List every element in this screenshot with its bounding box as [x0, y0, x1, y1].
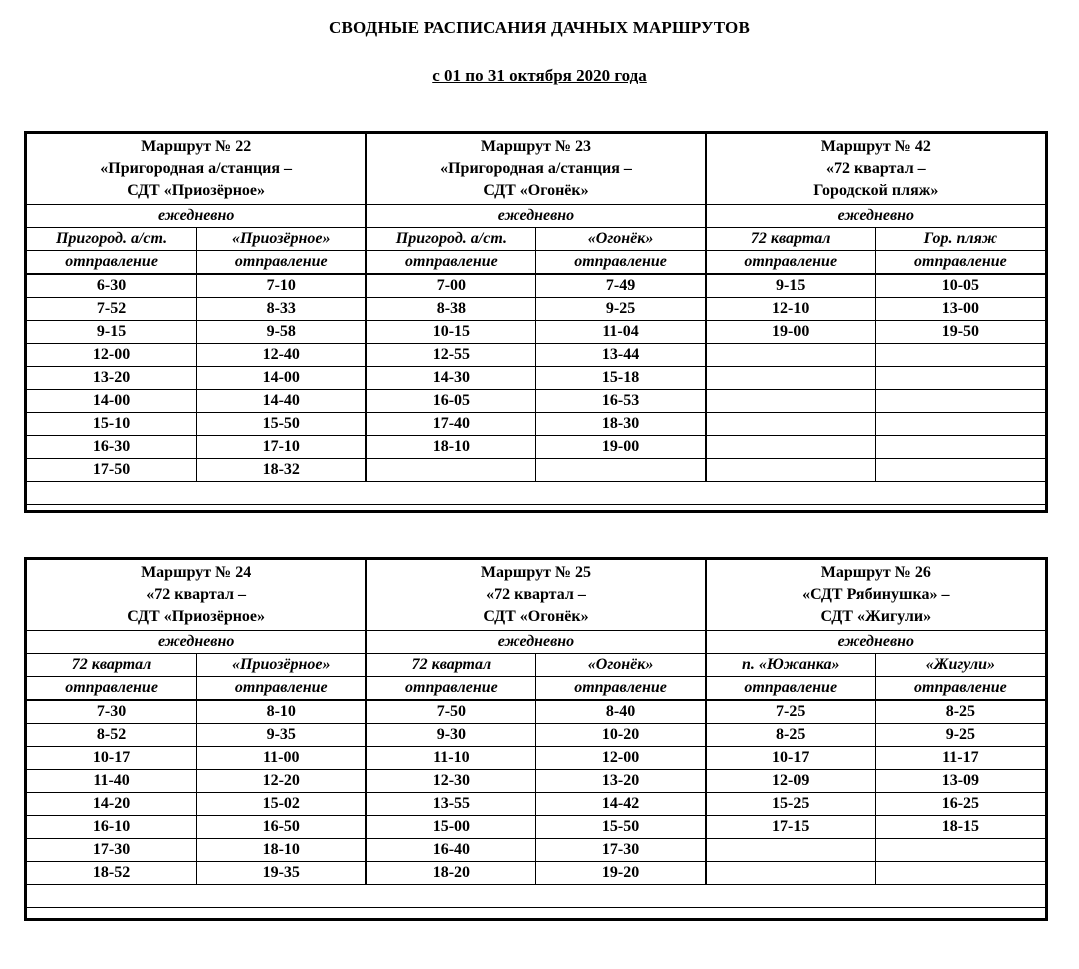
table-row	[27, 724, 1045, 747]
time-cell: 10-05	[875, 274, 1045, 298]
time-cell: 14-40	[197, 390, 367, 413]
time-cell	[875, 390, 1045, 413]
time-cell: 7-10	[197, 274, 367, 298]
table-row	[27, 274, 1045, 298]
time-cell: 6-30	[27, 274, 197, 298]
route-line2: СДТ «Огонёк»	[483, 182, 589, 199]
stop-to: «Приозёрное»	[197, 654, 367, 677]
route-header	[706, 560, 1045, 631]
time-cell: 15-50	[536, 816, 706, 839]
stop-from: Пригород. а/ст.	[27, 228, 197, 251]
time-cell: 17-10	[197, 436, 367, 459]
time-cell	[875, 344, 1045, 367]
table-row	[27, 700, 1045, 724]
time-cell: 7-49	[536, 274, 706, 298]
route-name: Маршрут № 23	[480, 138, 592, 155]
time-cell: 17-40	[366, 413, 536, 436]
departure-label: отправление	[366, 677, 536, 701]
table-row	[27, 459, 1045, 482]
time-cell: 18-10	[197, 839, 367, 862]
time-cell: 10-20	[536, 724, 706, 747]
time-cell	[706, 839, 876, 862]
route-line2: СДТ «Приозёрное»	[127, 608, 266, 625]
route-name: Маршрут № 42	[820, 138, 931, 155]
table-row	[27, 770, 1045, 793]
time-cell: 17-15	[706, 816, 876, 839]
time-cell: 15-10	[27, 413, 197, 436]
time-cell	[706, 436, 876, 459]
stop-from: 72 квартал	[366, 654, 536, 677]
time-cell: 9-15	[706, 274, 876, 298]
time-cell	[706, 459, 876, 482]
route-header	[366, 134, 705, 205]
time-cell: 10-15	[366, 321, 536, 344]
departure-label: отправление	[536, 677, 706, 701]
time-cell: 12-09	[706, 770, 876, 793]
daily-label: ежедневно	[706, 631, 1045, 654]
table-row	[27, 436, 1045, 459]
table-row	[27, 747, 1045, 770]
time-cell: 13-44	[536, 344, 706, 367]
time-cell	[366, 459, 536, 482]
stop-row	[27, 228, 1045, 251]
time-cell: 16-50	[197, 816, 367, 839]
table-row	[27, 413, 1045, 436]
table-row	[27, 367, 1045, 390]
time-cell: 9-30	[366, 724, 536, 747]
schedule-table	[27, 134, 1045, 505]
route-header	[366, 560, 705, 631]
time-cell: 12-20	[197, 770, 367, 793]
time-cell: 14-30	[366, 367, 536, 390]
time-cell: 15-18	[536, 367, 706, 390]
time-cell	[875, 367, 1045, 390]
stop-from: 72 квартал	[27, 654, 197, 677]
time-cell: 15-02	[197, 793, 367, 816]
time-cell	[706, 413, 876, 436]
route-line2: СДТ «Приозёрное»	[127, 182, 266, 199]
daily-label: ежедневно	[706, 205, 1045, 228]
time-cell: 13-55	[366, 793, 536, 816]
time-cell	[875, 459, 1045, 482]
time-cell: 9-25	[875, 724, 1045, 747]
table-row	[27, 298, 1045, 321]
route-header	[27, 560, 366, 631]
route-line1: «72 квартал –	[146, 586, 247, 603]
time-cell: 15-50	[197, 413, 367, 436]
time-cell: 13-09	[875, 770, 1045, 793]
route-name: Маршрут № 26	[820, 564, 931, 581]
time-cell: 19-50	[875, 321, 1045, 344]
time-cell: 12-40	[197, 344, 367, 367]
route-line2: СДТ «Жигули»	[820, 608, 932, 625]
departure-label: отправление	[875, 677, 1045, 701]
time-cell: 12-30	[366, 770, 536, 793]
time-cell: 11-40	[27, 770, 197, 793]
route-header	[27, 134, 366, 205]
route-line1: «72 квартал –	[486, 586, 586, 603]
time-cell: 10-17	[706, 747, 876, 770]
time-cell: 8-38	[366, 298, 536, 321]
table-row	[27, 344, 1045, 367]
empty-cell	[27, 885, 1045, 908]
time-cell	[706, 344, 876, 367]
departure-label: отправление	[706, 251, 876, 275]
route-line1: «Пригородная а/станция –	[100, 160, 293, 177]
time-cell: 16-25	[875, 793, 1045, 816]
time-cell: 15-25	[706, 793, 876, 816]
daily-label: ежедневно	[27, 205, 366, 228]
time-cell: 18-15	[875, 816, 1045, 839]
route-line1: «72 квартал –	[825, 160, 926, 177]
empty-row	[27, 482, 1045, 505]
date-range: с 01 по 31 октября 2020 года	[432, 66, 647, 85]
time-cell	[706, 390, 876, 413]
time-cell: 19-00	[536, 436, 706, 459]
time-cell: 18-52	[27, 862, 197, 885]
time-cell: 14-00	[197, 367, 367, 390]
departure-label-row	[27, 251, 1045, 275]
stop-from: 72 квартал	[706, 228, 876, 251]
time-cell: 8-10	[197, 700, 367, 724]
time-cell: 17-30	[27, 839, 197, 862]
time-cell: 8-33	[197, 298, 367, 321]
table-row	[27, 321, 1045, 344]
time-cell: 14-42	[536, 793, 706, 816]
route-header-row	[27, 560, 1045, 631]
time-cell: 8-40	[536, 700, 706, 724]
departure-label: отправление	[875, 251, 1045, 275]
table-row	[27, 793, 1045, 816]
time-cell: 8-25	[706, 724, 876, 747]
daily-row	[27, 205, 1045, 228]
time-cell: 8-52	[27, 724, 197, 747]
page-subtitle	[0, 66, 1079, 86]
time-cell: 16-53	[536, 390, 706, 413]
time-cell: 11-04	[536, 321, 706, 344]
time-cell: 18-32	[197, 459, 367, 482]
time-cell: 7-25	[706, 700, 876, 724]
time-cell	[875, 413, 1045, 436]
route-header-row	[27, 134, 1045, 205]
stop-to: «Приозёрное»	[197, 228, 367, 251]
time-cell: 15-00	[366, 816, 536, 839]
time-cell: 12-00	[536, 747, 706, 770]
table-row	[27, 839, 1045, 862]
time-cell	[536, 459, 706, 482]
table-row	[27, 862, 1045, 885]
time-cell: 19-00	[706, 321, 876, 344]
time-cell: 16-40	[366, 839, 536, 862]
time-cell: 16-30	[27, 436, 197, 459]
time-cell: 9-25	[536, 298, 706, 321]
empty-row	[27, 885, 1045, 908]
schedule-table	[27, 560, 1045, 908]
time-cell: 9-15	[27, 321, 197, 344]
time-cell: 13-20	[536, 770, 706, 793]
daily-row	[27, 631, 1045, 654]
time-cell	[706, 862, 876, 885]
departure-label: отправление	[27, 677, 197, 701]
stop-to: Гор. пляж	[875, 228, 1045, 251]
stop-from: п. «Южанка»	[706, 654, 876, 677]
time-cell: 9-35	[197, 724, 367, 747]
stop-row	[27, 654, 1045, 677]
time-cell: 10-17	[27, 747, 197, 770]
route-line1: «Пригородная а/станция –	[440, 160, 632, 177]
time-cell: 9-58	[197, 321, 367, 344]
time-cell: 19-35	[197, 862, 367, 885]
page-title: СВОДНЫЕ РАСПИСАНИЯ ДАЧНЫХ МАРШРУТОВ	[328, 18, 751, 37]
time-cell: 14-20	[27, 793, 197, 816]
time-cell: 13-00	[875, 298, 1045, 321]
departure-label-row	[27, 677, 1045, 701]
departure-label: отправление	[536, 251, 706, 275]
stop-to: «Огонёк»	[536, 654, 706, 677]
table-row	[27, 390, 1045, 413]
route-line2: СДТ «Огонёк»	[483, 608, 589, 625]
daily-label: ежедневно	[366, 631, 705, 654]
route-name: Маршрут № 22	[141, 138, 252, 155]
schedule-block-2	[24, 557, 1048, 921]
time-cell: 11-17	[875, 747, 1045, 770]
stop-to: «Огонёк»	[536, 228, 706, 251]
time-cell	[875, 862, 1045, 885]
time-cell: 13-20	[27, 367, 197, 390]
time-cell: 16-10	[27, 816, 197, 839]
time-cell: 19-20	[536, 862, 706, 885]
daily-label: ежедневно	[366, 205, 705, 228]
departure-label: отправление	[366, 251, 536, 275]
stop-to: «Жигули»	[875, 654, 1045, 677]
stop-from: Пригород. а/ст.	[366, 228, 536, 251]
departure-label: отправление	[197, 677, 367, 701]
time-cell: 17-30	[536, 839, 706, 862]
departure-label: отправление	[197, 251, 367, 275]
time-cell: 11-00	[197, 747, 367, 770]
time-cell: 12-00	[27, 344, 197, 367]
time-cell: 18-20	[366, 862, 536, 885]
time-cell: 8-25	[875, 700, 1045, 724]
time-cell: 7-00	[366, 274, 536, 298]
time-cell: 12-55	[366, 344, 536, 367]
time-cell	[875, 436, 1045, 459]
departure-label: отправление	[27, 251, 197, 275]
daily-label: ежедневно	[27, 631, 366, 654]
route-name: Маршрут № 25	[480, 564, 592, 581]
time-cell: 17-50	[27, 459, 197, 482]
route-header	[706, 134, 1045, 205]
time-cell: 7-52	[27, 298, 197, 321]
time-cell: 18-10	[366, 436, 536, 459]
time-cell: 14-00	[27, 390, 197, 413]
time-cell: 12-10	[706, 298, 876, 321]
schedule-block-1	[24, 131, 1048, 513]
empty-cell	[27, 482, 1045, 505]
table-row	[27, 816, 1045, 839]
time-cell: 18-30	[536, 413, 706, 436]
time-cell: 7-50	[366, 700, 536, 724]
time-cell: 16-05	[366, 390, 536, 413]
departure-label: отправление	[706, 677, 876, 701]
route-name: Маршрут № 24	[141, 564, 252, 581]
time-cell	[875, 839, 1045, 862]
route-line1: «СДТ Рябинушка» –	[802, 586, 950, 603]
time-cell	[706, 367, 876, 390]
time-cell: 11-10	[366, 747, 536, 770]
route-line2: Городской пляж»	[813, 182, 939, 199]
time-cell: 7-30	[27, 700, 197, 724]
